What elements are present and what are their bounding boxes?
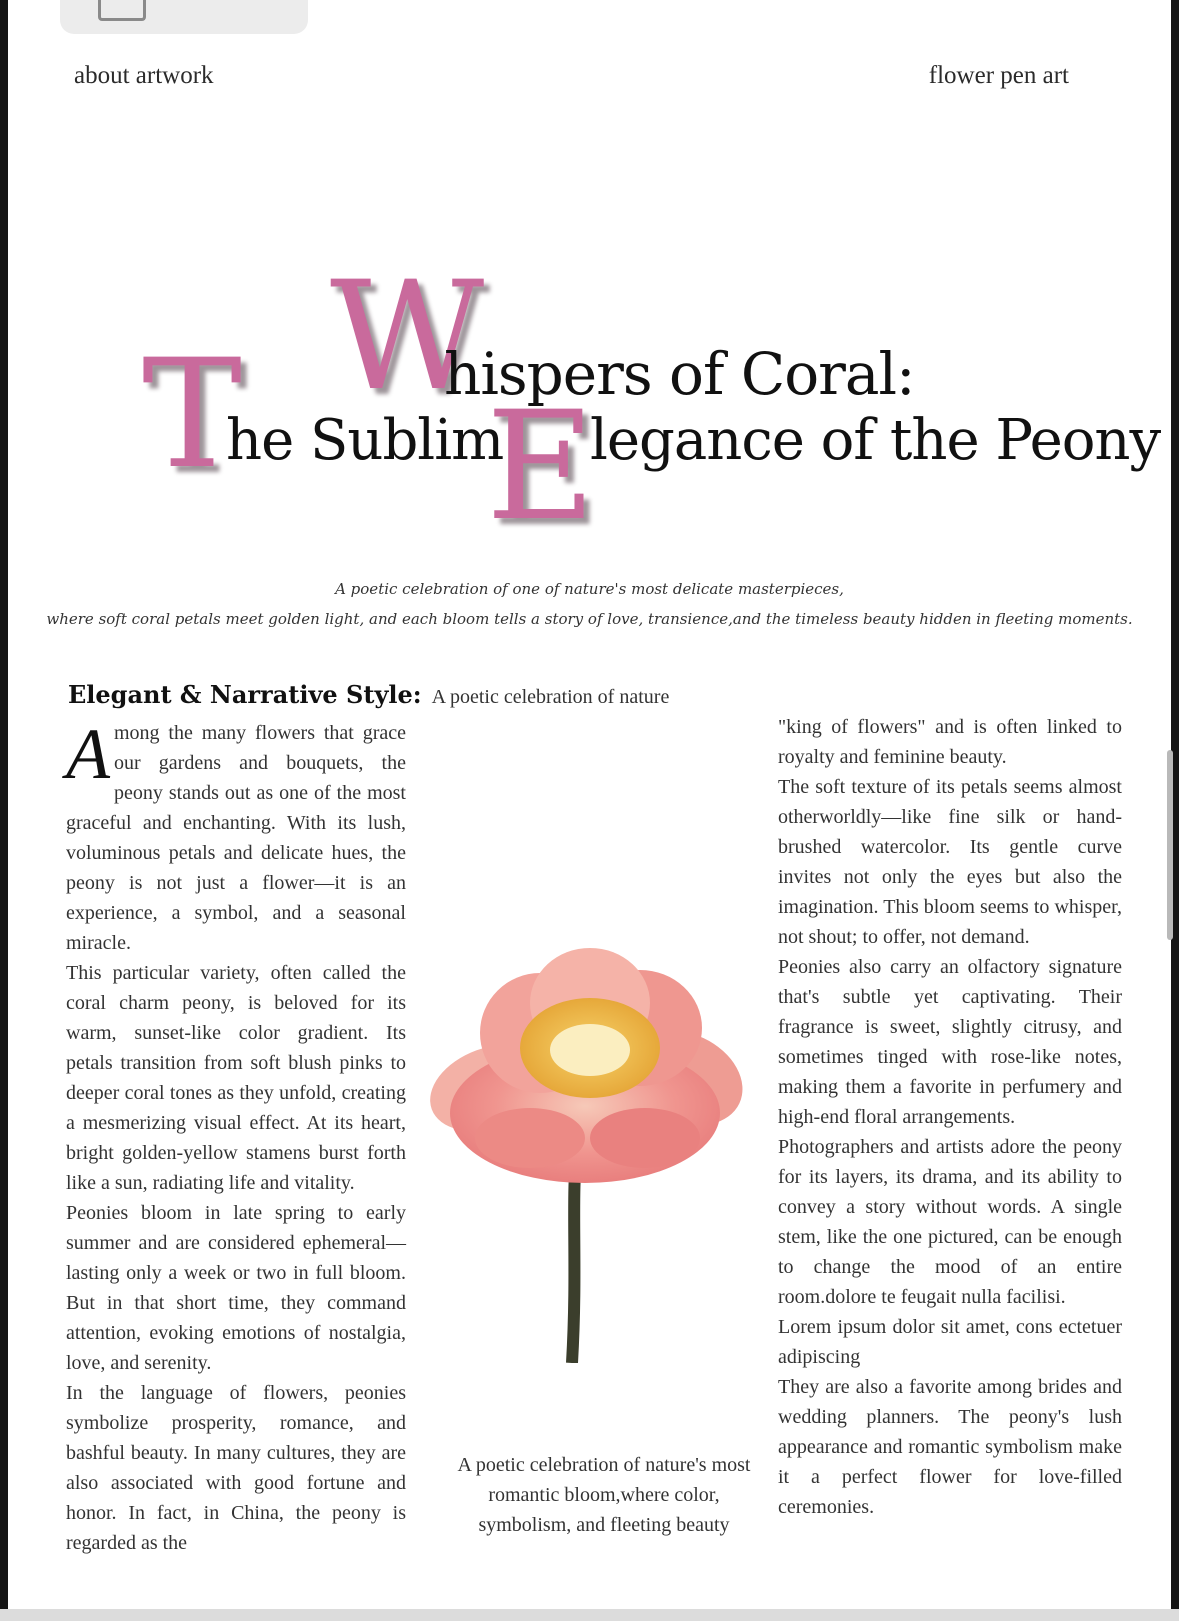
title-initial-w: W — [330, 250, 485, 424]
paragraph: "king of flowers" and is often linked to royalty and feminine beauty. — [778, 716, 1122, 768]
title-line-2-part-1: he Sublim — [226, 408, 504, 473]
bottom-bar — [0, 1609, 1179, 1621]
paragraph — [66, 714, 406, 958]
left-text-column — [66, 714, 406, 1558]
header-right-text: flower pen art — [928, 62, 1069, 89]
image-caption: A poetic celebration of nature's most romantic bloom,where color, symbolism, and fleeting beauty — [457, 1454, 751, 1536]
subtitle-line-1: A poetic celebration of one of nature's most delicate masterpieces, — [335, 580, 844, 598]
section-heading-tagline: A poetic celebration of nature — [431, 686, 670, 708]
right-text-column — [778, 712, 1122, 1522]
paragraph: The soft texture of its petals seems almost otherworldly—like fine silk or hand-brushed watercolor. Its gentle curve invites not only the eyes but also the imagination. This bloom seems to whisper, not shout; to offer, not demand. — [778, 776, 1122, 948]
title-initial-e: E — [486, 380, 596, 554]
paragraph-text: mong the many flowers that grace our gardens and bouquets, the peony stands out as one of the most graceful and enchanting. With its lush, voluminous petals and delicate hues, the peony is not just a flower—it is an experience, a symbol, and a seasonal miracle. — [66, 722, 406, 954]
paragraph: In the language of flowers, peonies symbolize prosperity, romance, and bashful beauty. In many cultures, they are also associated with good fortune and honor. In fact, in China, the peony is regarded as the — [66, 1382, 406, 1554]
paragraph: Lorem ipsum dolor sit amet, cons ectetuer adipiscing — [778, 1316, 1122, 1368]
page-title — [8, 0, 1171, 560]
paragraph: Photographers and artists adore the peony for its layers, its drama, and its ability to convey a story without words. A single stem, like the one pictured, can be enough to change the mood of an entire room.dolore te feugait nulla facilisi. — [778, 1136, 1122, 1308]
paragraph: Peonies also carry an olfactory signature that's subtle yet captivating. Their fragrance is sweet, slightly citrusy, and sometimes tinged with rose-like notes, making them a favorite in perfumery and high-end floral arrangements. — [778, 956, 1122, 1128]
scrollbar-thumb[interactable] — [1167, 750, 1173, 940]
header-left-text: about artwork — [74, 62, 214, 89]
section-heading — [68, 680, 669, 709]
paragraph: Peonies bloom in late spring to early summer and are considered ephemeral—lasting only a week or two in full bloom. But in that short time, they command attention, evoking emotions of nostalgia, love, and serenity. — [66, 1202, 406, 1374]
title-line-1: hispers of Coral: — [444, 340, 915, 408]
drop-cap: A — [66, 714, 110, 794]
paragraph: This particular variety, often called the coral charm peony, is beloved for its warm, sunset-like color gradient. Its petals transition from soft blush pinks to deeper coral tones as they unfold, creating a mesmerizing visual effect. At its heart, bright golden-yellow stamens burst forth like a sun, radiating life and vitality. — [66, 962, 406, 1194]
paragraph: They are also a favorite among brides and wedding planners. The peony's lush appearance and romantic symbolism make it a perfect flower for love-filled ceremonies. — [778, 1376, 1122, 1518]
title-line-2-part-2: legance of the Peony — [590, 408, 1161, 473]
peony-flower-image — [420, 938, 750, 1363]
document-page — [8, 0, 1171, 1609]
section-heading-title: Elegant & Narrative Style: — [68, 680, 422, 709]
left-edge — [0, 0, 8, 1621]
subtitle-line-2: where soft coral petals meet golden light, and each bloom tells a story of love, transience,and the timeless beauty hidden in fleeting moments. — [46, 610, 1133, 628]
title-initial-t: T — [142, 328, 243, 502]
